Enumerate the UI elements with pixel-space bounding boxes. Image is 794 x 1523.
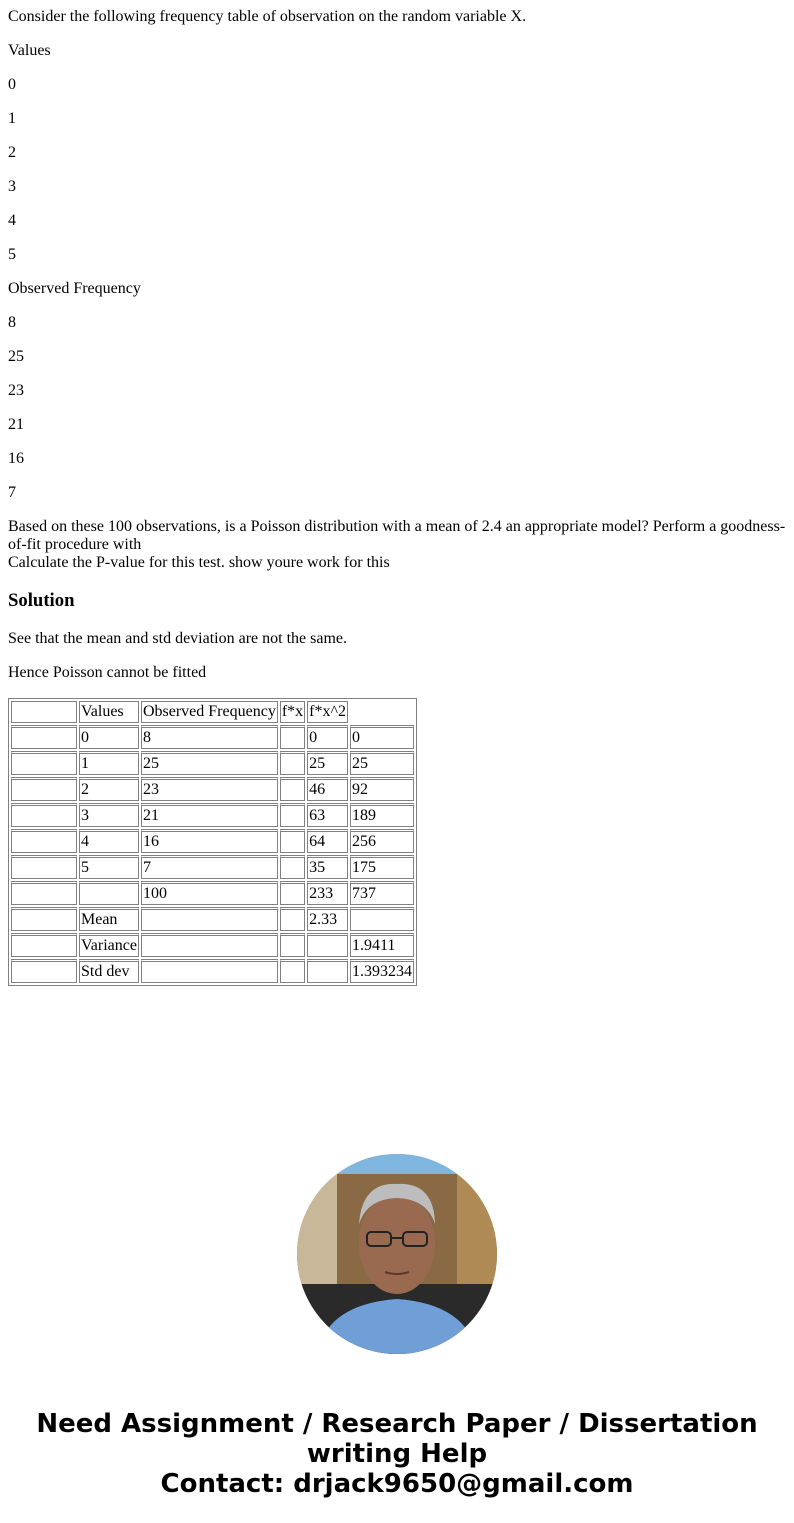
table-row xyxy=(11,881,414,905)
table-cell xyxy=(307,959,348,983)
table-cell: 8 xyxy=(141,725,278,749)
table-cell: 21 xyxy=(141,803,278,827)
frequency-item: 8 xyxy=(8,314,16,331)
table-cell xyxy=(11,777,77,801)
table-cell xyxy=(11,959,77,983)
table-cell: 63 xyxy=(307,803,348,827)
table-row xyxy=(11,855,414,879)
table-cell: 1.9411 xyxy=(350,933,414,957)
table-row xyxy=(11,959,414,983)
table-cell xyxy=(11,725,77,749)
table-cell: Std dev xyxy=(79,959,139,983)
frequency-item: 23 xyxy=(8,382,24,399)
table-row xyxy=(11,803,414,827)
table-cell xyxy=(280,829,305,853)
frequency-item: 16 xyxy=(8,450,24,467)
table-cell: 1.393234 xyxy=(350,959,414,983)
table-header-row xyxy=(11,701,414,723)
table-cell: 0 xyxy=(79,725,139,749)
table-cell: 256 xyxy=(350,829,414,853)
table-cell xyxy=(280,803,305,827)
table-row xyxy=(11,907,414,931)
table-row xyxy=(11,725,414,749)
prompt-line-2: Calculate the P-value for this test. show youre work for this xyxy=(8,554,390,571)
value-item: 5 xyxy=(8,246,16,263)
table-cell: 0 xyxy=(350,725,414,749)
header-cell: f*x^2 xyxy=(307,701,348,723)
footer-banner xyxy=(8,1409,786,1499)
table-cell: 0 xyxy=(307,725,348,749)
table-cell xyxy=(280,933,305,957)
value-item: 4 xyxy=(8,212,16,229)
table-cell: 25 xyxy=(141,751,278,775)
value-item: 1 xyxy=(8,110,16,127)
values-label: Values xyxy=(8,42,51,59)
table-row xyxy=(11,777,414,801)
table-cell xyxy=(280,725,305,749)
table-cell: 233 xyxy=(307,881,348,905)
footer-line-1: Need Assignment / Research Paper / Dissertation xyxy=(36,1409,758,1439)
table-row xyxy=(11,829,414,853)
frequency-item: 21 xyxy=(8,416,24,433)
table-cell xyxy=(11,855,77,879)
footer-contact: Contact: drjack9650@gmail.com xyxy=(160,1469,634,1499)
table-row xyxy=(11,933,414,957)
table-cell: 3 xyxy=(79,803,139,827)
table-row xyxy=(11,751,414,775)
table-cell xyxy=(79,881,139,905)
table-cell: 2 xyxy=(79,777,139,801)
table-cell: 64 xyxy=(307,829,348,853)
table-cell xyxy=(280,751,305,775)
table-cell: 25 xyxy=(307,751,348,775)
table-cell: 23 xyxy=(141,777,278,801)
table-cell xyxy=(11,829,77,853)
question-prompt xyxy=(8,518,786,572)
table-cell xyxy=(11,907,77,931)
frequency-label: Observed Frequency xyxy=(8,280,141,297)
table-cell xyxy=(141,959,278,983)
question-section xyxy=(8,8,786,572)
solution-table xyxy=(8,698,417,986)
table-cell xyxy=(11,933,77,957)
table-cell xyxy=(307,933,348,957)
footer-line-2: writing Help xyxy=(306,1439,488,1469)
solution-heading: Solution xyxy=(8,590,75,611)
table-cell xyxy=(280,881,305,905)
question-intro: Consider the following frequency table of observation on the random variable X. xyxy=(8,8,527,25)
table-cell xyxy=(350,907,414,931)
table-cell: Mean xyxy=(79,907,139,931)
table-cell xyxy=(11,881,77,905)
table-cell: 4 xyxy=(79,829,139,853)
header-cell: Values xyxy=(79,701,139,723)
table-cell xyxy=(280,907,305,931)
table-cell xyxy=(11,803,77,827)
frequency-item: 25 xyxy=(8,348,24,365)
table-cell xyxy=(141,907,278,931)
solution-line-1: See that the mean and std deviation are not the same. xyxy=(8,630,347,647)
frequency-list xyxy=(8,314,786,502)
table-cell xyxy=(280,855,305,879)
table-cell: 46 xyxy=(307,777,348,801)
table-cell: 35 xyxy=(307,855,348,879)
table-cell: 189 xyxy=(350,803,414,827)
table-cell: 1 xyxy=(79,751,139,775)
table-cell: Variance xyxy=(79,933,139,957)
table-cell xyxy=(11,751,77,775)
frequency-item: 7 xyxy=(8,484,16,501)
table-cell: 737 xyxy=(350,881,414,905)
table-cell xyxy=(280,959,305,983)
table-cell: 25 xyxy=(350,751,414,775)
table-cell: 7 xyxy=(141,855,278,879)
author-portrait-image xyxy=(297,1154,497,1354)
values-list xyxy=(8,76,786,264)
prompt-line-1: Based on these 100 observations, is a Poisson distribution with a mean of 2.4 an appropriate model? Perform a goodness-of-fit procedure with xyxy=(8,518,786,553)
table-cell: 5 xyxy=(79,855,139,879)
value-item: 3 xyxy=(8,178,16,195)
value-item: 2 xyxy=(8,144,16,161)
table-cell: 2.33 xyxy=(307,907,348,931)
header-cell: f*x xyxy=(280,701,305,723)
table-cell: 16 xyxy=(141,829,278,853)
value-item: 0 xyxy=(8,76,16,93)
table-cell: 92 xyxy=(350,777,414,801)
author-photo xyxy=(8,1154,786,1359)
table-cell: 175 xyxy=(350,855,414,879)
table-cell: 100 xyxy=(141,881,278,905)
table-cell xyxy=(141,933,278,957)
table-cell xyxy=(280,777,305,801)
header-cell: Observed Frequency xyxy=(141,701,278,723)
header-cell xyxy=(11,701,77,723)
solution-line-2: Hence Poisson cannot be fitted xyxy=(8,664,207,681)
